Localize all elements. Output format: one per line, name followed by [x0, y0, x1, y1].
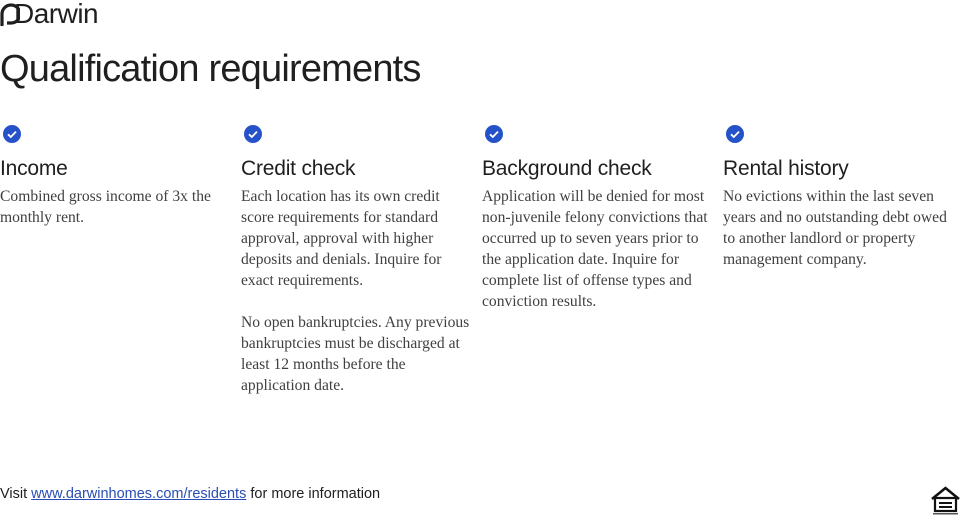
check-circle-icon — [485, 125, 503, 143]
check-circle-icon — [726, 125, 744, 143]
requirement-text: No evictions within the last seven years and no outstanding debt owed to another landlord or property management company. — [723, 188, 947, 268]
darwin-logo-text: Darwin — [14, 0, 99, 29]
footer-suffix: for more information — [250, 486, 381, 502]
darwin-logo — [0, 0, 98, 28]
footer-prefix: Visit — [0, 486, 28, 502]
requirement-heading: Background check — [482, 157, 652, 180]
equal-housing-icon — [931, 486, 960, 516]
page-title: Qualification requirements — [0, 48, 421, 90]
check-circle-icon — [244, 125, 262, 143]
requirement-heading: Income — [0, 157, 68, 180]
footer — [0, 486, 380, 502]
check-circle-icon — [3, 125, 21, 143]
requirement-text: No open bankruptcies. Any previous bankruptcies must be discharged at least 12 months before the application date. — [241, 314, 470, 394]
requirement-heading: Rental history — [723, 157, 849, 180]
requirement-text: Combined gross income of 3x the monthly rent. — [0, 188, 211, 226]
residents-link[interactable]: www.darwinhomes.com/residents — [31, 486, 247, 502]
requirement-heading: Credit check — [241, 157, 356, 180]
requirement-text: Each location has its own credit score requirements for standard approval, approval with higher deposits and denials. Inquire for exact requirements. — [241, 188, 442, 289]
requirement-text: Application will be denied for most non-juvenile felony convictions that occurred up to seven years prior to the application date. Inquire for complete list of offense types and conviction results. — [482, 188, 708, 310]
